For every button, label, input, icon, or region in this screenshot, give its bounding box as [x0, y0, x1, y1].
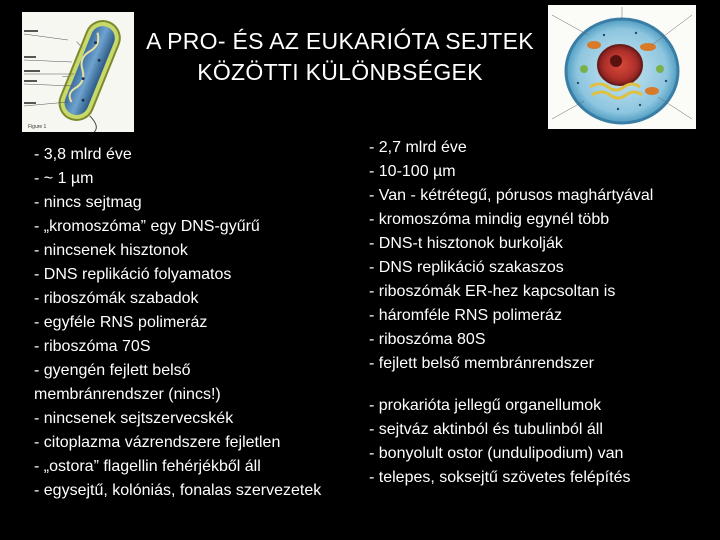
list-item: - DNS replikáció szakaszos	[369, 259, 564, 276]
eukaryote-features	[369, 136, 653, 490]
list-item: - Van - kétrétegű, pórusos maghártyával	[369, 187, 654, 204]
prokaryote-features	[34, 143, 321, 503]
title-line: KÖZÖTTI KÜLÖNBSÉGEK	[197, 59, 483, 85]
list-item: - 10-100 µm	[369, 163, 456, 180]
list-item: - ~ 1 µm	[34, 170, 94, 187]
eukaryote-cell-illustration	[548, 5, 696, 129]
list-item: - riboszóma 70S	[34, 338, 151, 355]
list-item: - háromféle RNS polimeráz	[369, 307, 562, 324]
animal-cell-diagram	[548, 5, 696, 129]
list-item: - sejtváz aktinból és tubulinból áll	[369, 421, 603, 438]
list-item: - prokarióta jellegű organellumok	[369, 397, 602, 414]
list-item: - 2,7 mlrd éve	[369, 139, 467, 156]
list-item: - bonyolult ostor (undulipodium) van	[369, 445, 624, 462]
list-item: - 3,8 mlrd éve	[34, 146, 132, 163]
list-item: - „kromoszóma” egy DNS-gyűrű	[34, 218, 260, 235]
list-item: - nincsenek hisztonok	[34, 242, 188, 259]
list-item: - riboszómák ER-hez kapcsoltan is	[369, 283, 616, 300]
list-item: - DNS-t hisztonok burkolják	[369, 235, 563, 252]
bacterium-diagram	[22, 12, 134, 132]
list-item: - gyengén fejlett belső	[34, 362, 191, 379]
slide-title	[140, 26, 540, 88]
prokaryote-cell-illustration	[22, 12, 134, 132]
list-item: - telepes, soksejtű szövetes felépítés	[369, 469, 631, 486]
list-item: - riboszómák szabadok	[34, 290, 199, 307]
list-item: - nincs sejtmag	[34, 194, 142, 211]
list-item: - „ostora” flagellin fehérjékből áll	[34, 458, 261, 475]
list-item: - citoplazma vázrendszere fejletlen	[34, 434, 281, 451]
title-line: A PRO- ÉS AZ EUKARIÓTA SEJTEK	[146, 28, 534, 54]
list-item: - riboszóma 80S	[369, 331, 486, 348]
list-item: - egyféle RNS polimeráz	[34, 314, 208, 331]
list-item: - fejlett belső membránrendszer	[369, 355, 594, 372]
list-item: membránrendszer (nincs!)	[34, 386, 221, 403]
list-item: - egysejtű, kolóniás, fonalas szervezetek	[34, 482, 322, 499]
figure-caption: Figure 1	[28, 124, 47, 130]
list-item: - DNS replikáció folyamatos	[34, 266, 232, 283]
list-item: - nincsenek sejtszervecskék	[34, 410, 234, 427]
list-item: - kromoszóma mindig egynél több	[369, 211, 610, 228]
list-spacer	[369, 376, 653, 394]
